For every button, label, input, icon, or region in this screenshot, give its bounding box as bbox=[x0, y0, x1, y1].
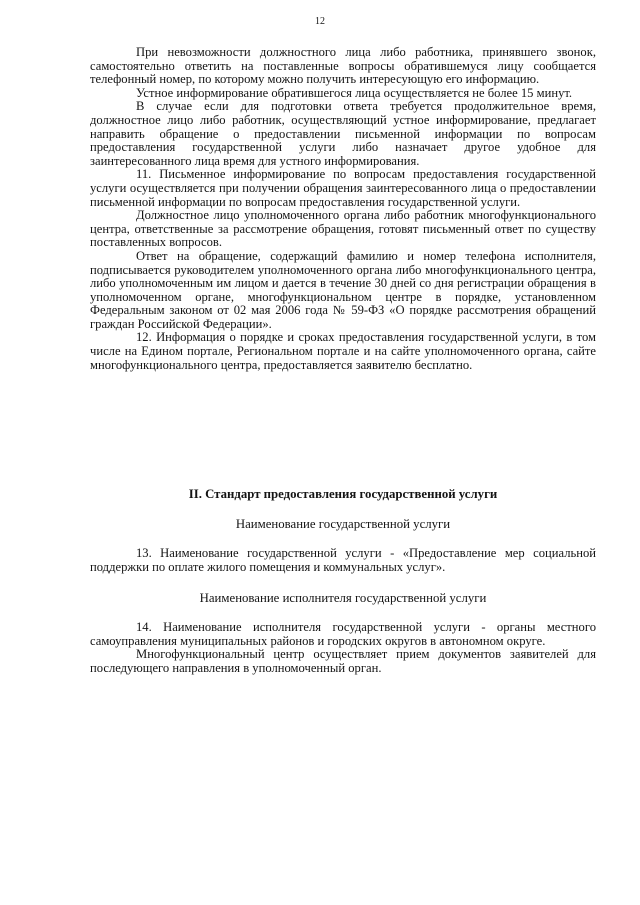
paragraph-13-block bbox=[90, 547, 596, 574]
subheading-block-1 bbox=[90, 517, 596, 531]
subheading-block-2 bbox=[90, 591, 596, 605]
section-title: II. Стандарт предоставления государственной услуги bbox=[188, 487, 498, 501]
paragraph-phone-number: При невозможности должностного лица либо работника, принявшего звонок, самостоятельно ответить на поставленные вопросы обратившемуся лицу сообщается телефонный номер, по которому можно получить интересующую его информацию. bbox=[90, 45, 596, 87]
subheading-service-name: Наименование государственной услуги bbox=[235, 517, 451, 531]
paragraph-official-response: Должностное лицо уполномоченного органа либо работник многофункционального центра, ответственные за рассмотрение обращения, готовят письменный ответ по существу поставленных вопросов. bbox=[90, 208, 596, 250]
text-block-info bbox=[90, 46, 596, 372]
paragraph-mfc-reception: Многофункциональный центр осуществляет прием документов заявителей для последующего направления в уполномоченный орган. bbox=[90, 647, 596, 675]
paragraph-13-service-name: 13. Наименование государственной услуги - «Предоставление мер социальной поддержки по оплате жилого помещения и коммунальных услуг». bbox=[90, 546, 596, 574]
paragraph-response-signing: Ответ на обращение, содержащий фамилию и номер телефона исполнителя, подписывается руководителем уполномоченного органа либо многофункционального центра, либо уполномоченным им лицом и дается в течение 30 дней со дня регистрации обращения в уполномоченном органе, многофункциональном центре в порядке, установленном Федеральным законом от 02 мая 2006 года № 59-ФЗ «О порядке рассмотрения обращений граждан Российской Федерации». bbox=[90, 248, 596, 331]
paragraph-11-written-info: 11. Письменное информирование по вопросам предоставления государственной услуги осуществляется при получении обращения заинтересованного лица о предоставлении письменной информации по вопросам предоставления государственной услуги. bbox=[90, 167, 596, 209]
subheading-executor: Наименование исполнителя государственной услуги bbox=[199, 591, 487, 605]
paragraph-12-free-info: 12. Информация о порядке и сроках предоставления государственной услуги, в том числе на Едином портале, Региональном портале и на сайте уполномоченного органа, сайте многофункционального центра, предоставляется заявителю бесплатно. bbox=[90, 330, 596, 372]
paragraph-14-block bbox=[90, 621, 596, 675]
paragraph-oral-duration: Устное информирование обратившегося лица осуществляется не более 15 минут. bbox=[136, 85, 573, 100]
section-ii bbox=[90, 487, 596, 501]
page-number: 12 bbox=[315, 16, 325, 27]
paragraph-14-executor: 14. Наименование исполнителя государственной услуги - органы местного самоуправления муниципальных районов и городских округов в автономном округе. bbox=[90, 620, 596, 648]
paragraph-long-preparation: В случае если для подготовки ответа требуется продолжительное время, должностное лицо либо работник, осуществляющий устное информирование, предлагает направить обращение о предоставлении письменной информации по вопросам предоставления государственной услуги либо назначает другое удобное для заинтересованного лица время для устного информирования. bbox=[90, 99, 596, 168]
